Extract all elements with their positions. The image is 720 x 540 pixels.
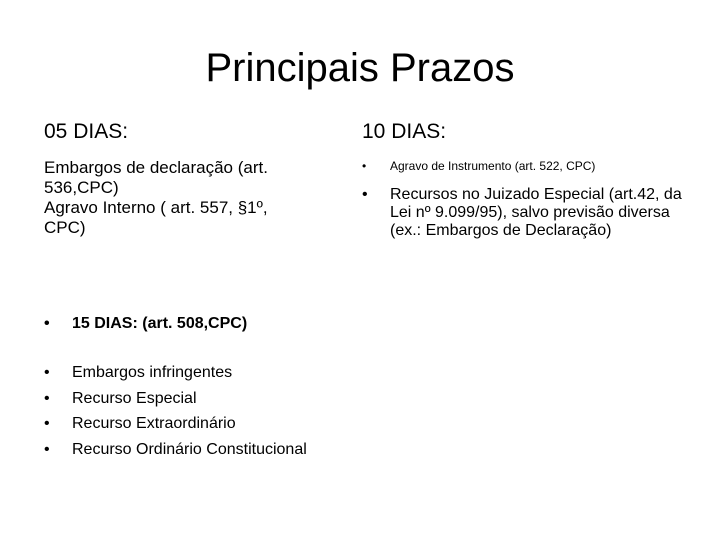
- left-line: CPC): [44, 218, 86, 237]
- bottom-header-text: 15 DIAS: (art. 508,CPC): [72, 315, 248, 332]
- list-item-text: Agravo de Instrumento (art. 522, CPC): [390, 159, 596, 173]
- list-item: [44, 386, 364, 412]
- list-item: [44, 314, 364, 334]
- list-item: [362, 158, 692, 174]
- list-item-text: Embargos infringentes: [72, 364, 233, 381]
- list-item: [44, 411, 364, 437]
- bullet-icon: •: [44, 389, 50, 407]
- slide-title: Principais Prazos: [205, 46, 515, 90]
- bullet-icon: •: [44, 415, 50, 432]
- bullet-icon: •: [362, 186, 368, 203]
- list-item: [44, 360, 364, 386]
- bullet-icon: •: [44, 315, 50, 332]
- list-item: [44, 437, 364, 463]
- list-item-text: Recurso Especial: [72, 389, 197, 407]
- bullet-icon: •: [44, 364, 50, 381]
- list-item-text: Recurso Ordinário Constitucional: [72, 440, 307, 458]
- right-column: [362, 118, 692, 240]
- list-item: [362, 186, 692, 240]
- bullet-icon: •: [362, 159, 367, 173]
- left-heading: 05 DIAS:: [44, 120, 129, 143]
- bottom-section: [44, 314, 364, 462]
- list-item-text: Recursos no Juizado Especial (art.42, da Lei nº 9.099/95), salvo previsão diversa (ex.: Embargos de Declaração): [390, 186, 682, 239]
- bottom-items-list: [44, 360, 364, 462]
- left-column: [44, 118, 344, 238]
- left-line: Embargos de declaração (art.: [44, 158, 268, 177]
- list-item-text: Recurso Extraordinário: [72, 415, 236, 432]
- right-bullet-list: [362, 158, 692, 240]
- left-line: Agravo Interno ( art. 557, §1º,: [44, 198, 268, 217]
- bottom-header-list: [44, 314, 364, 334]
- right-heading: 10 DIAS:: [362, 120, 447, 143]
- left-line: 536,CPC): [44, 178, 119, 197]
- bullet-icon: •: [44, 440, 50, 458]
